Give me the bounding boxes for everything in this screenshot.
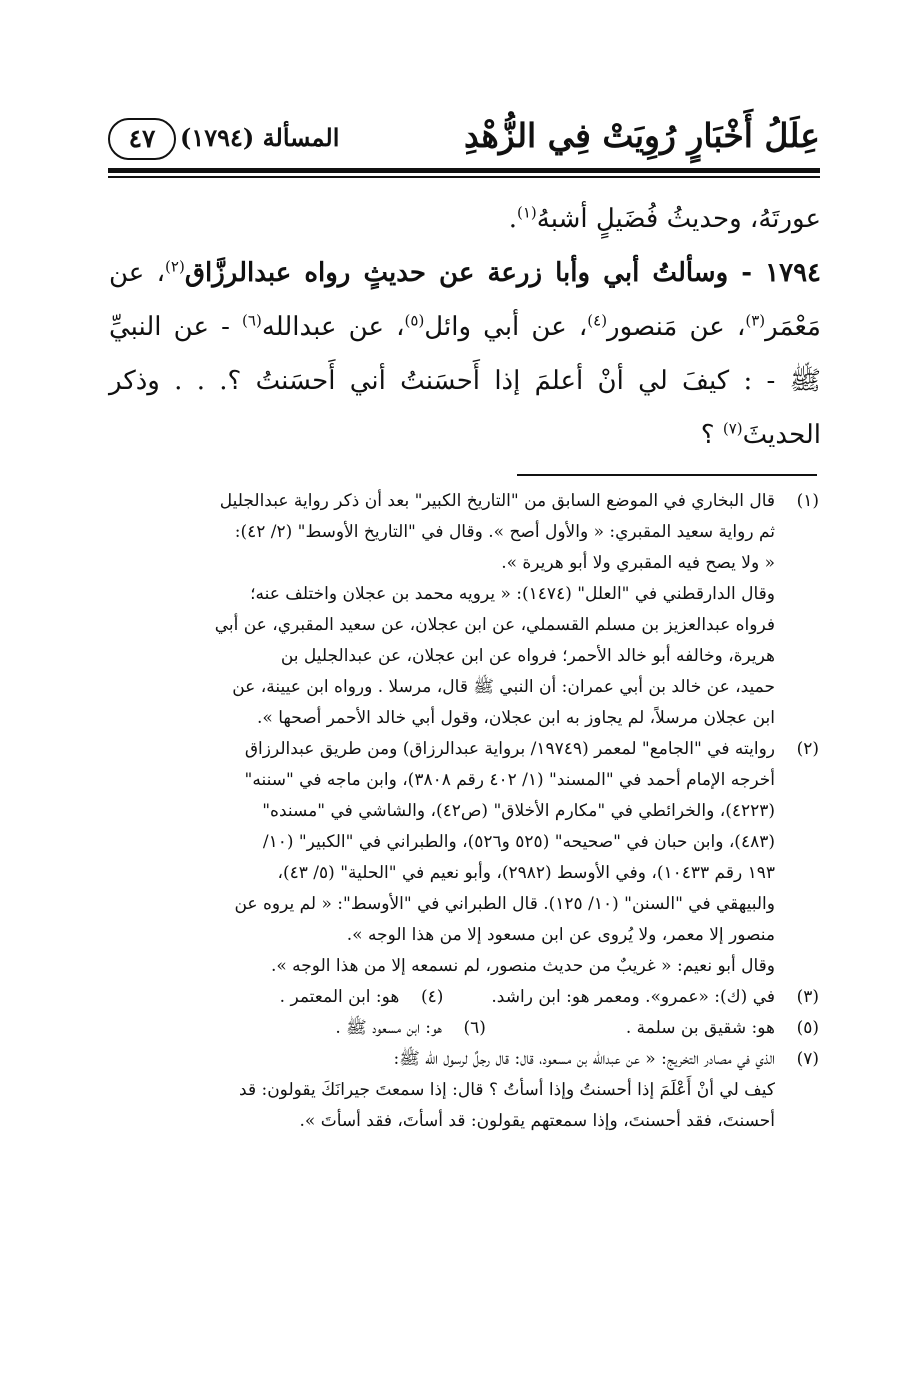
header-rule-thin [108,176,820,178]
footnote-line: ١٩٣ رقم ١٠٤٣٣)، وفي الأوسط (٢٩٨٢)، وأبو نعيم في "الحلية" (٥/ ٤٣)، [277,863,775,883]
footnote-line: حميد، عن خالد بن أبي عمران: أن النبي ﷺ قال، مرسلا . ورواه ابن عيينة، عن [232,677,775,697]
header-rule-thick [108,168,820,173]
footnote-line: أخرجه الإمام أحمد في "المسند" (١/ ٤٠٢ رقم ٣٨٠٨)، وابن ماجه في "سننه" [244,770,775,790]
footnote-ref-2[interactable]: (٢) [165,257,185,276]
footnote-line: فرواه عبدالعزيز بن مسلم القسملي، عن ابن عجلان، عن سعيد المقبري، عن أبي [214,615,775,635]
footnote-line: أحسنتَ، فقد أحسنتَ، وإذا سمعتهم يقولون: قد أسأتَ، فقد أسأتَ ». [299,1111,775,1131]
footnote-6 [335,1013,485,1044]
footnote-text: هو: ابن مسعود ﷺ . [335,1018,442,1038]
main-line-1 [109,192,821,246]
footnote-line: ابن عجلان مرسلاً، لم يجاوز به ابن عجلان، وقول أبي خالد الأحمر أصحها ». [257,708,775,728]
footnote-line: هريرة، وخالفه أبو خالد الأحمر؛ فرواه عن ابن عجلان، عن عبدالجليل بن [280,646,775,666]
footnote-number: (٧) [796,1049,819,1069]
footnote-line: الذي في مصادر التخريج: « عن عبدالله بن مسعود، قال: قال رجلٌ لرسول الله ﷺ: [393,1049,775,1069]
footnote-ref-7[interactable]: (٧) [722,419,743,438]
footnotes-3-4 [99,982,819,1013]
page-header [108,108,820,164]
footnote-number: (٤) [420,987,444,1007]
footnote-number: (٥) [796,1018,819,1038]
footnote-line: « ولا يصح فيه المقبري ولا أبو هريرة ». [501,553,775,573]
footnote-1 [99,486,819,734]
footnote-text: هو: ابن المعتمر . [279,987,400,1007]
footnote-line: منصور إلا معمر، ولا يُروى عن ابن مسعود إلا من هذا الوجه ». [346,925,775,945]
question-text-5: ، عن عبدالله [261,312,405,342]
main-text [109,192,821,462]
running-title: عِلَلُ أَخْبَارٍ رُوِيَتْ فِي الزُّهْدِ [464,116,820,155]
footnote-ref-3[interactable]: (٣) [745,311,766,330]
footnote-number: (٣) [796,987,819,1007]
page-number-badge: ٤٧ [108,118,176,160]
question-text-4: ، عن أبي وائل [424,312,588,342]
footnote-line: (٤٨٣)، وابن حبان في "صحيحه" (٥٢٥ و٥٢٦)، والطبراني في "الكبير" (١٠/ [262,832,775,852]
footnote-text: هو: شقيق بن سلمة . [625,1018,775,1038]
footnote-7 [99,1044,819,1137]
footnote-line: والبيهقي في "السنن" (١٠/ ١٢٥). قال الطبراني في "الأوسط": « لم يروه عن [234,894,775,914]
question-text-6: - عن النبيِّ ﷺ - : كيفَ لي أنْ أعلمَ إذا أَحسَنتُ أني أَحسَنتُ ؟. . . وذكر الحديثَ [109,312,821,450]
footnote-line: قال البخاري في الموضع السابق من "التاريخ الكبير" بعد أن ذكر رواية عبدالجليل [219,491,775,511]
question-text-2: ، عن مَعْمَر [109,258,821,342]
line1-end: . [508,204,517,234]
question-number: ١٧٩٤ [765,258,821,288]
question-text-3: ، عن مَنصور [607,312,746,342]
footnote-3 [491,982,819,1013]
footnote-line: وقال أبو نعيم: « غريبٌ من حديث منصور، لم نسمعه إلا من هذا الوجه ». [270,956,775,976]
footnote-ref-5[interactable]: (٥) [404,311,425,330]
footnote-number: (٦) [463,1018,486,1038]
footnotes-5-6 [99,1013,819,1044]
footnote-line: روايته في "الجامع" لمعمر (١٩٧٤٩/ برواية عبدالرزاق) ومن طريق عبدالرزاق [244,739,775,759]
footnote-line: (٤٢٢٣)، والخرائطي في "مكارم الأخلاق" (ص٤٢)، والشاشي في "مسنده" [262,801,775,821]
footnote-line: كيف لي أنْ أَعْلَمَ إذا أحسنتُ وإذا أسأتُ ؟ قال: إذا سمعتَ جيرانَكَ يقولون: قد [239,1080,775,1100]
footnote-5 [626,1013,819,1044]
footnote-line: ثم رواية سعيد المقبري: « والأول أصح ». وقال في "التاريخ الأوسط" (٢/ ٤٢): [234,522,775,542]
footnote-ref-6[interactable]: (٦) [242,311,262,330]
footnote-4 [280,982,444,1013]
footnote-ref-4[interactable]: (٤) [587,311,608,330]
question-text: عن حديثٍ رواه عبدالرزَّاق [184,258,488,288]
question-end: ؟ [700,420,723,450]
footnote-2 [99,734,819,982]
footnote-line: وقال الدارقطني في "العلل" (١٤٧٤): « يرويه محمد بن عجلان واختلف عنه؛ [250,584,775,604]
footnote-ref-1[interactable]: (١) [517,203,537,222]
footnotes [99,486,819,1137]
line1-text: عورتَهُ، وحديثُ فُضَيلٍ أشبهُ [536,204,821,234]
issue-label: المسألة (١٧٩٤) [180,123,340,152]
footnote-separator [517,474,817,476]
question-opening: - وسألتُ أبي وأبا زرعة [487,258,766,288]
footnote-text: في (ك): «عمرو». ومعمر هو: ابن راشد. [491,987,775,1007]
footnote-number: (١) [796,491,819,511]
question-paragraph [109,246,821,462]
footnote-number: (٢) [796,739,819,759]
